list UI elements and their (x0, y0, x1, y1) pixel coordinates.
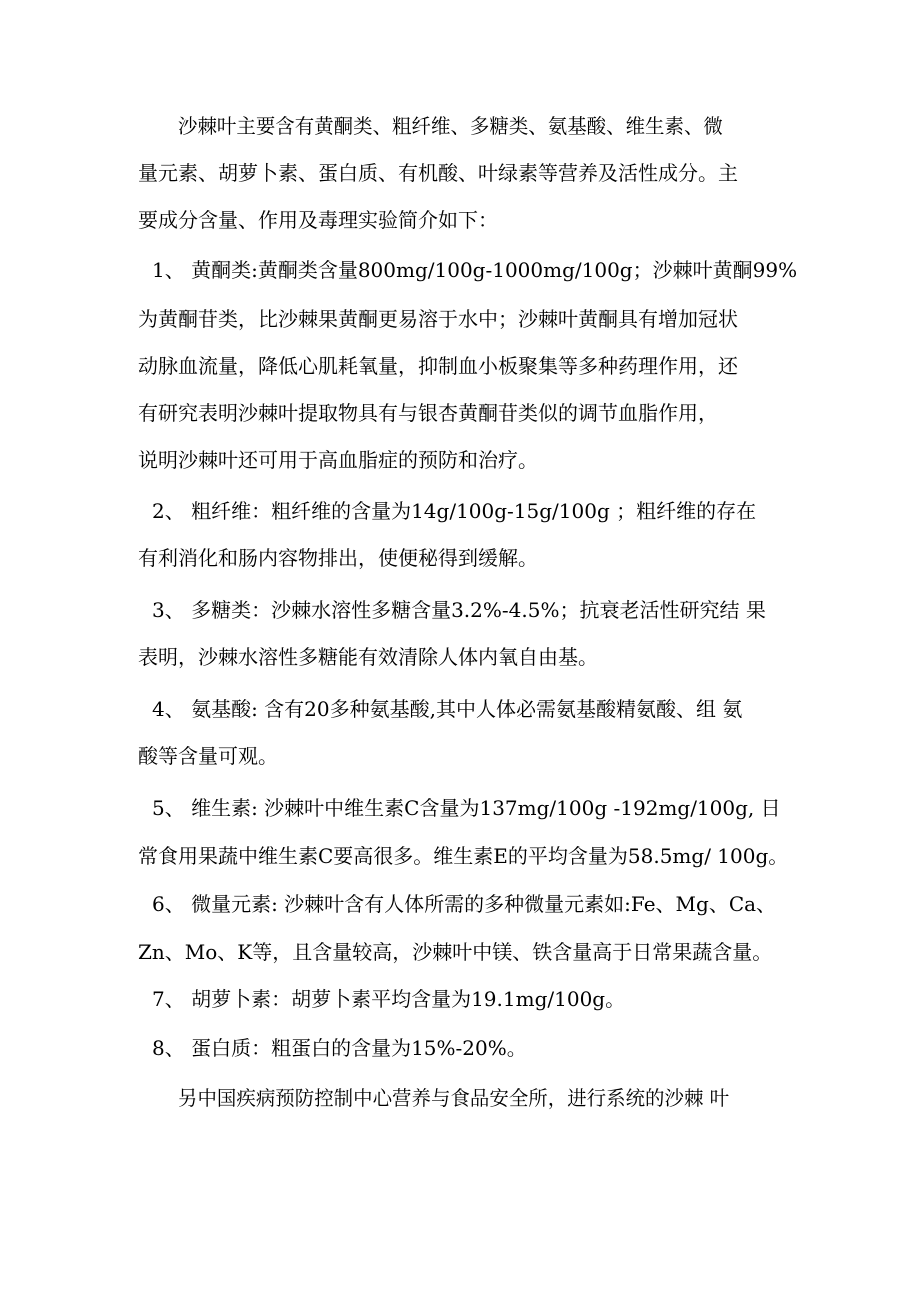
paragraph-line: 有利消化和肠内容物排出，使便秘得到缓解。 (138, 546, 538, 570)
paragraph-line: 常食用果蔬中维生素C要高很多。维生素E的平均含量为58.5mg/ 100g。 (138, 844, 789, 868)
list-item-vitamins: 5、 维生素: 沙棘叶中维生素C含量为137mg/100g -192mg/100g, 日 (152, 796, 781, 820)
paragraph-line: 有研究表明沙棘叶提取物具有与银杏黄酮苷类似的调节血脂作用， (138, 401, 718, 425)
list-item-trace-elements: 6、 微量元素: 沙棘叶含有人体所需的多种微量元素如:Fe、Mg、Ca、 (152, 892, 777, 916)
paragraph-line: 量元素、胡萝卜素、蛋白质、有机酸、叶绿素等营养及活性成分。主 (138, 161, 738, 185)
paragraph-line: 说明沙棘叶还可用于高血脂症的预防和治疗。 (138, 448, 538, 472)
paragraph-line: 酸等含量可观。 (138, 744, 278, 768)
paragraph-line: 表明，沙棘水溶性多糖能有效清除人体内氧自由基。 (138, 645, 598, 669)
paragraph-line: 为黄酮苷类，比沙棘果黄酮更易溶于水中；沙棘叶黄酮具有增加冠状 (138, 307, 738, 331)
paragraph-line: 沙棘叶主要含有黄酮类、粗纤维、多糖类、氨基酸、维生素、微 (178, 114, 723, 138)
paragraph-line: 动脉血流量，降低心肌耗氧量，抑制血小板聚集等多种药理作用，还 (138, 354, 738, 378)
paragraph-line: 要成分含量、作用及毒理实验简介如下： (138, 208, 498, 232)
paragraph-line: Zn、Mo、K等，且含量较高，沙棘叶中镁、铁含量高于日常果蔬含量。 (138, 940, 773, 964)
paragraph-line: 另中国疾病预防控制中心营养与食品安全所，进行系统的沙棘 叶 (178, 1086, 730, 1110)
list-item-amino-acids: 4、 氨基酸: 含有20多种氨基酸,其中人体必需氨基酸精氨酸、组 氨 (152, 697, 743, 721)
list-item-flavonoids: 1、 黄酮类:黄酮类含量800mg/100g-1000mg/100g；沙棘叶黄酮99% (152, 258, 798, 282)
list-item-polysaccharides: 3、 多糖类：沙棘水溶性多糖含量3.2%-4.5%；抗衰老活性研究结 果 (152, 598, 766, 622)
list-item-carotene: 7、 胡萝卜素：胡萝卜素平均含量为19.1mg/100g。 (152, 987, 626, 1011)
list-item-protein: 8、 蛋白质：粗蛋白的含量为15%-20%。 (152, 1036, 527, 1060)
list-item-crude-fiber: 2、 粗纤维：粗纤维的含量为14g/100g-15g/100g ；粗纤维的存在 (152, 499, 757, 523)
